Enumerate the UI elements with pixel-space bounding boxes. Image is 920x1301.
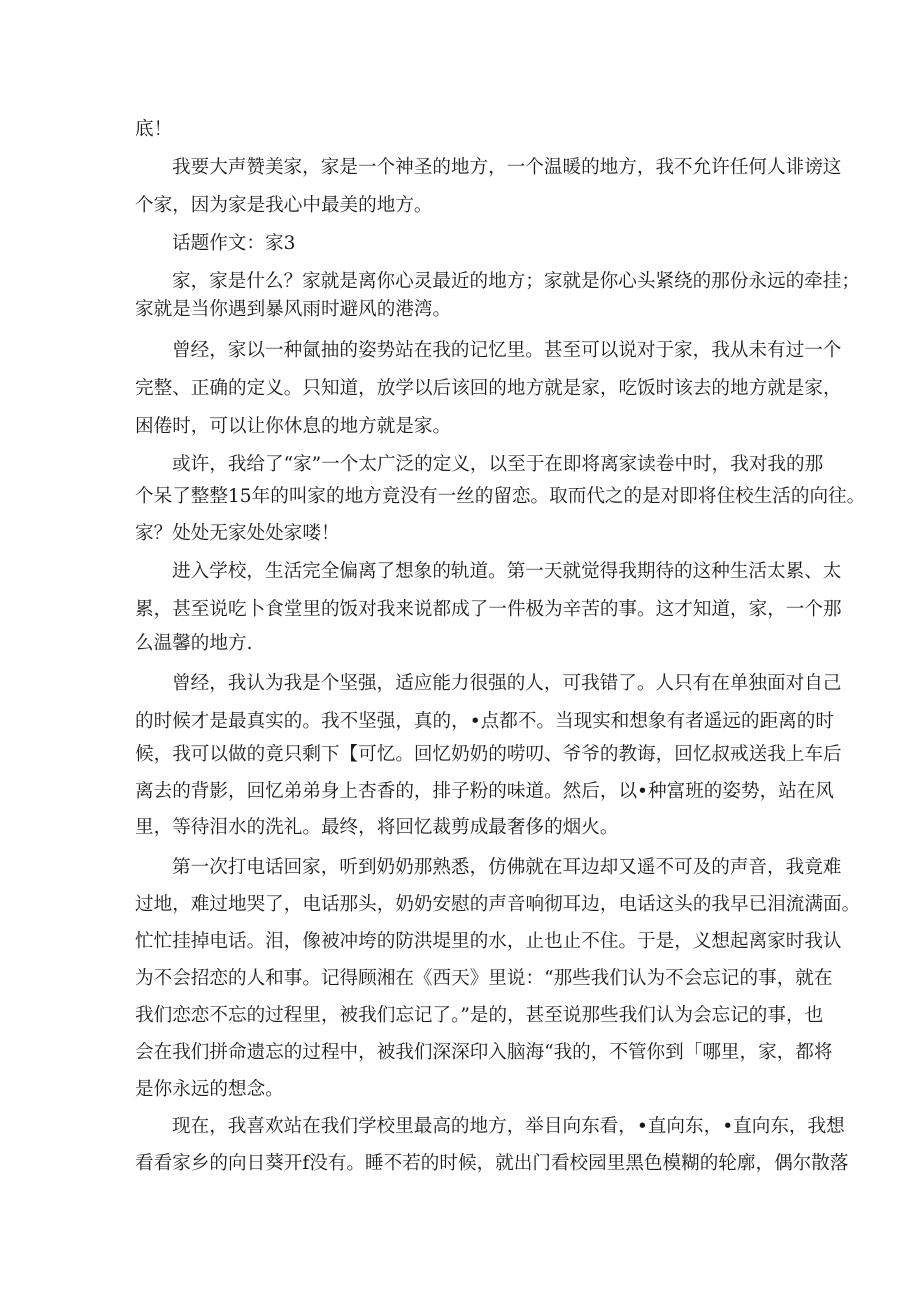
- text-line: 困倦时，可以让你休息的地方就是家。: [135, 416, 452, 437]
- text-line: 家就是当你遇到暴风雨时避风的港湾。: [135, 299, 452, 320]
- text-line: 个呆了整整15年的叫家的地方竟没有一丝的留恋。取而代之的是对即将住校生活的向往。: [135, 486, 866, 507]
- text-line: 是你永远的想念。: [135, 1079, 284, 1100]
- text-line: 完整、正确的定义。只知道，放学以后该回的地方就是家，吃饭时该去的地方就是家，: [135, 378, 842, 399]
- text-line: 个家，因为家是我心中最美的地方。: [135, 195, 433, 216]
- text-line: 家，家是什么？家就是离你心灵最近的地方；家就是你心头紧绕的那份永远的牵挂；: [172, 271, 860, 292]
- text-line: 家？处处无家处处家喽！: [135, 523, 340, 544]
- text-line: 过地，难过地哭了，电话那头，奶奶安慰的声音响彻耳边，电话这头的我早已泪流满面。: [135, 894, 861, 915]
- text-line: 曾经，家以一种氤抽的姿势站在我的记忆里。甚至可以说对于家，我从未有过一个: [172, 340, 842, 361]
- text-line: 我要大声赞美家，家是一个神圣的地方，一个温暖的地方，我不允许任何人诽谤这: [172, 157, 842, 178]
- text-line: 么温馨的地方.: [135, 633, 253, 654]
- text-line: 第一次打电话回家，听到奶奶那熟悉，仿佛就在耳边却又遥不可及的声音，我竟难: [172, 857, 842, 878]
- text-line: 曾经，我认为我是个坚强，适应能力很强的人，可我错了。人只有在单独面对自己: [172, 673, 842, 694]
- text-line: 候，我可以做的竟只剩下【可忆。回忆奶奶的唠叨、爷爷的教诲，回忆叔戒送我上车后: [135, 744, 842, 765]
- text-line: 我们恋恋不忘的过程里，被我们忘记了。”是的，甚至说那些我们认为会忘记的事，也: [135, 1005, 824, 1026]
- text-line: 忙忙挂掉电话。泪，像被冲垮的防洪堤里的水，止也止不住。于是，义想起离家时我认: [135, 931, 842, 952]
- text-line: 为不会招恋的人和事。记得顾湘在《西天》里说：“那些我们认为不会忘记的事，就在: [135, 968, 833, 989]
- text-line: 里，等待泪水的洗礼。最终，将回忆裁剪成最奢侈的烟火。: [135, 817, 619, 838]
- text-line: 累，甚至说吃卜食堂里的饭对我来说都成了一件极为辛苦的事。这才知道，家，一个那: [135, 599, 842, 620]
- text-line: 或许，我给了“家”一个太广泛的定义，以至于在即将离家读卷中时，我对我的那: [172, 454, 824, 475]
- text-line: 看看家乡的向日葵开f没有。睡不若的时候，就出门看校园里黑色模糊的轮廓，偶尔散落: [135, 1153, 849, 1174]
- text-line: 现在，我喜欢站在我们学校里最高的地方，举目向东看，•直向东，•直向东，我想: [172, 1116, 845, 1137]
- section-heading: 话题作文：家3: [172, 233, 296, 254]
- text-line: 底！: [135, 119, 173, 140]
- text-line: 离去的背影，回忆弟弟身上杏香的，排子粉的味道。然后，以•种富班的姿势，站在风: [135, 781, 834, 802]
- text-line: 会在我们拼命遗忘的过程中，被我们深深印入脑海“我的，不管你到「哪里，家，都将: [135, 1042, 833, 1063]
- text-line: 的时候才是最真实的。我不坚强，真的，•点都不。当现实和想象有者遥远的距离的时: [135, 711, 834, 732]
- text-line: 进入学校，生活完全偏离了想象的轨道。第一天就觉得我期待的这种生活太累、太: [172, 561, 842, 582]
